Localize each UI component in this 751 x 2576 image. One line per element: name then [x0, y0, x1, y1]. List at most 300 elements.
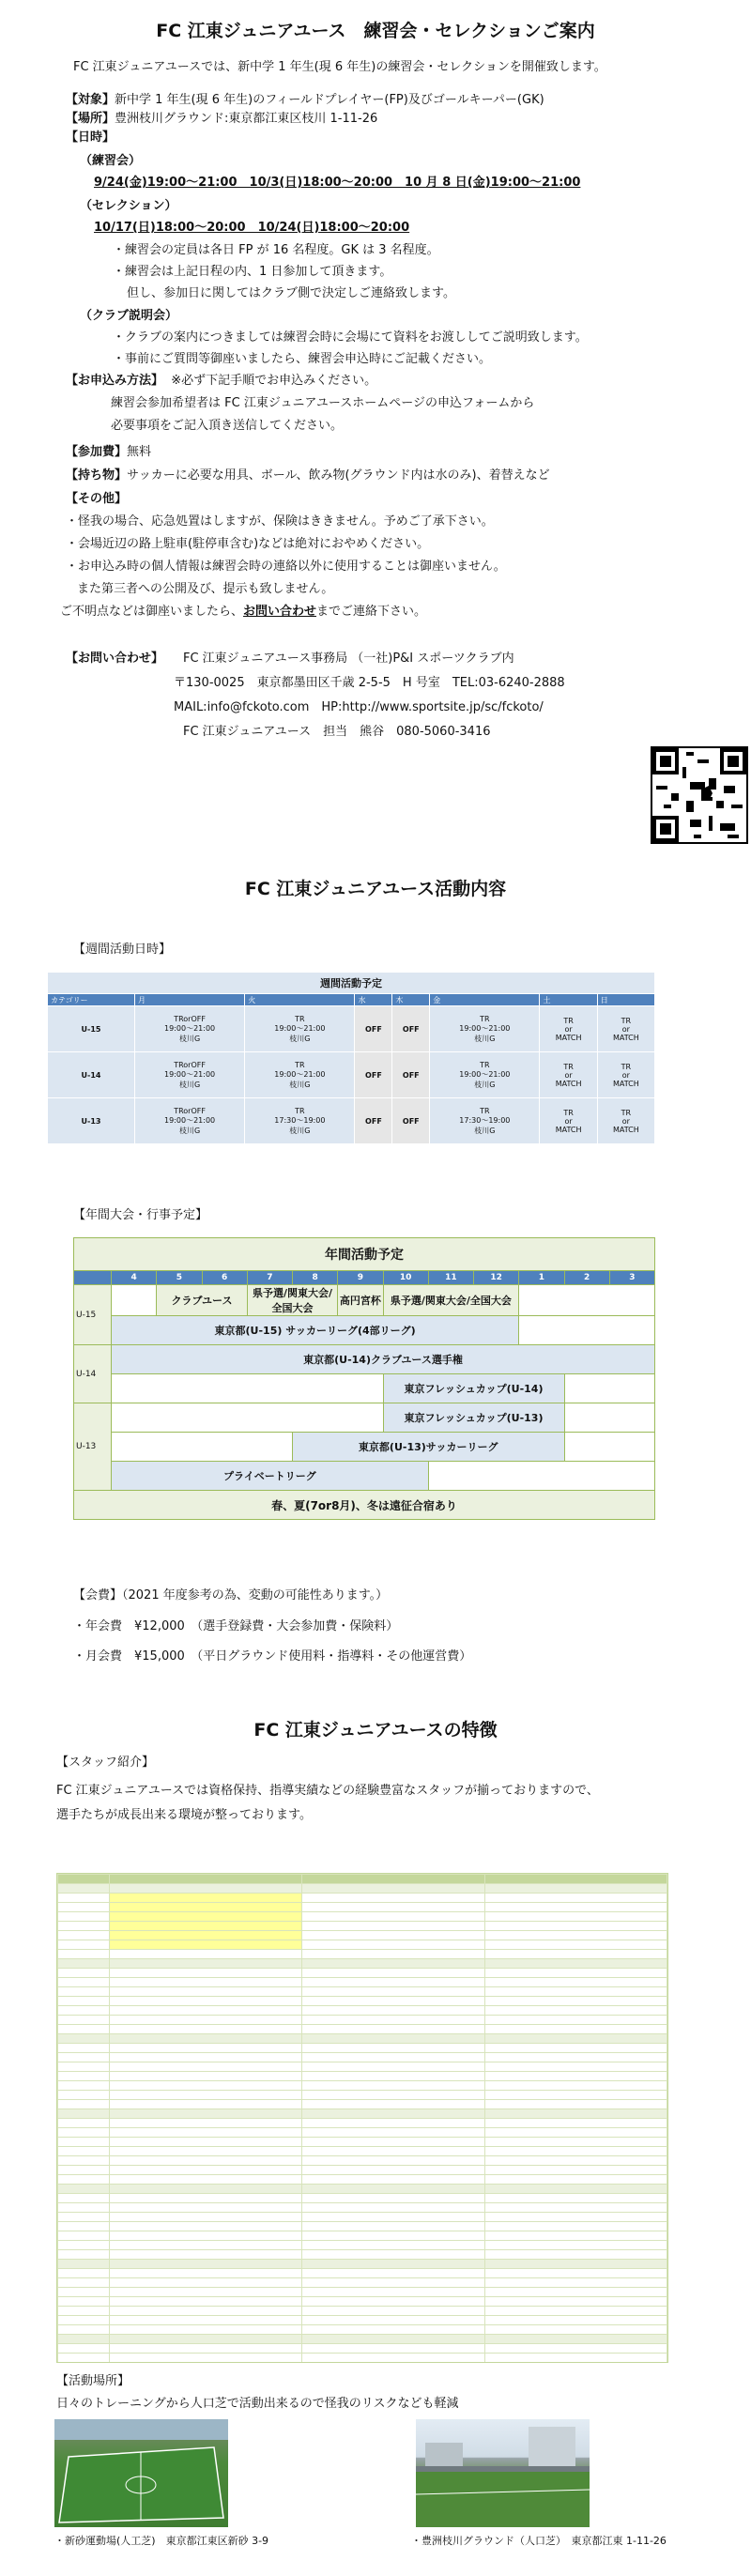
weekly-cell: TR or MATCH [597, 1098, 654, 1144]
annual-caption: 年間活動予定 [74, 1238, 655, 1271]
staff-cell [110, 2100, 302, 2109]
staff-cell [485, 1959, 667, 1969]
staff-cell [485, 2044, 667, 2053]
staff-cell [302, 2016, 485, 2025]
staff-row [58, 1912, 667, 1922]
staff-cell [110, 2231, 302, 2241]
contact-label: 【お問い合わせ】 [66, 652, 164, 666]
staff-cell [58, 2213, 110, 2222]
staff-cell [485, 1894, 667, 1903]
staff-cell [110, 2034, 302, 2044]
staff-cell [485, 2269, 667, 2278]
month-header: 12 [474, 1271, 519, 1285]
staff-cell [58, 2081, 110, 2091]
staff-cell [58, 2109, 110, 2119]
weekly-cell: OFF [355, 1006, 392, 1052]
weekly-cell: TR 17:30～19:00 枝川G [245, 1098, 355, 1144]
staff-cell [485, 2016, 667, 2025]
staff-cell [485, 2344, 667, 2354]
selection-label: （セレクション） [80, 199, 177, 213]
staff-cell [302, 2288, 485, 2297]
staff-cell [58, 2016, 110, 2025]
practice-dates: 9/24(金)19:00～21:00 10/3(日)18:00～20:00 10 月 8 日(金)19:00～21:00 [94, 176, 581, 190]
staff-cell [58, 1978, 110, 1987]
other-note-3: ・お申込み時の個人情報は練習会時の連絡以外に使用することは御座いません。 [66, 560, 506, 574]
staff-cell [58, 2344, 110, 2354]
staff-cell [110, 2269, 302, 2278]
staff-table-grid [57, 1874, 667, 2363]
staff-cell [302, 1940, 485, 1950]
staff-cell [58, 2006, 110, 2016]
staff-row [58, 2250, 667, 2260]
staff-row [58, 2044, 667, 2053]
staff-row [58, 1987, 667, 1997]
staff-cell [110, 2241, 302, 2250]
weekly-header: 日 [597, 994, 654, 1006]
staff-cell [485, 2119, 667, 2128]
staff-cell [302, 2344, 485, 2354]
soccer-field-image [54, 2419, 228, 2527]
staff-cell [110, 2062, 302, 2072]
staff-cell [110, 2297, 302, 2307]
staff-row [58, 2363, 667, 2364]
staff-cell [302, 1903, 485, 1912]
weekly-header: 金 [430, 994, 540, 1006]
staff-row [58, 1950, 667, 1959]
staff-row [58, 2166, 667, 2175]
staff-cell [302, 2250, 485, 2260]
staff-cell [485, 2241, 667, 2250]
weekly-cell: TR 17:30～19:00 枝川G [430, 1098, 540, 1144]
staff-cell [58, 2053, 110, 2062]
staff-cell [302, 2147, 485, 2156]
staff-row [58, 2025, 667, 2034]
staff-cell [302, 2072, 485, 2081]
apply-text-2: 必要事項をご記入頂き送信してください。 [111, 419, 344, 433]
club-note-1: ・クラブの案内につきましては練習会時に会場にて資料をお渡ししてご説明致します。 [113, 330, 588, 345]
staff-cell [110, 2222, 302, 2231]
staff-cell [302, 2231, 485, 2241]
staff-row [58, 1894, 667, 1903]
staff-cell [110, 2016, 302, 2025]
staff-cell [485, 2194, 667, 2203]
staff-cell [485, 2278, 667, 2288]
staff-cell [302, 2166, 485, 2175]
staff-cell [302, 2260, 485, 2269]
staff-cell [302, 1969, 485, 1978]
staff-cell [110, 2072, 302, 2081]
weekly-cell: TRorOFF 19:00～21:00 枝川G [134, 1098, 244, 1144]
staff-cell [485, 1969, 667, 1978]
staff-cell [302, 1950, 485, 1959]
staff-cell [485, 2025, 667, 2034]
staff-cell [58, 2260, 110, 2269]
staff-cell [485, 2147, 667, 2156]
staff-cell [58, 2194, 110, 2203]
staff-cell [110, 2344, 302, 2354]
event-private-league: プライベートリーグ [112, 1462, 429, 1491]
staff-cell [58, 1903, 110, 1912]
weekly-cell: TR 19:00～21:00 枝川G [430, 1006, 540, 1052]
weekly-header: 月 [134, 994, 244, 1006]
staff-row [58, 2203, 667, 2213]
event-u14-fresh: 東京フレッシュカップ(U-14) [383, 1374, 564, 1403]
staff-cell [302, 2185, 485, 2194]
staff-row [58, 2260, 667, 2269]
staff-cell [58, 1969, 110, 1978]
staff-cell [485, 2034, 667, 2044]
place-caption-1: ・新砂運動場(人工芝) 東京都江東区新砂 3-9 [54, 2535, 269, 2547]
staff-row [58, 2278, 667, 2288]
apply-note: ※必ず下記手順でお申込みください。 [171, 374, 377, 388]
month-header: 6 [202, 1271, 247, 1285]
staff-cell [485, 2185, 667, 2194]
staff-cell [110, 2175, 302, 2185]
weekly-cell: TR or MATCH [597, 1052, 654, 1098]
staff-cell [302, 2203, 485, 2213]
staff-cell [110, 1950, 302, 1959]
month-header: 5 [157, 1271, 202, 1285]
weekly-cell: TRorOFF 19:00～21:00 枝川G [134, 1052, 244, 1098]
staff-row [58, 2307, 667, 2316]
apply-row [66, 372, 713, 391]
staff-cell [110, 1884, 302, 1894]
target-row [66, 91, 713, 110]
weekly-cell: OFF [392, 1006, 430, 1052]
staff-cell [485, 2297, 667, 2307]
staff-cell [485, 2213, 667, 2222]
staff-cell [58, 1987, 110, 1997]
staff-row [58, 1922, 667, 1931]
staff-cell [110, 2250, 302, 2260]
staff-cell [302, 2128, 485, 2138]
staff-cell [485, 2109, 667, 2119]
date-label: 【日時】 [66, 130, 115, 145]
staff-row [58, 1884, 667, 1894]
staff-cell [485, 1903, 667, 1912]
weekly-header: 土 [540, 994, 597, 1006]
event-prelim-1: 県予選/関東大会/全国大会 [247, 1285, 338, 1316]
fee-section-label: 【会費】（2021 年度参考の為、変動の可能性あります。） [73, 1588, 389, 1602]
page-title: FC 江東ジュニアユース 練習会・セレクションご案内 [156, 21, 595, 41]
weekly-cell: OFF [392, 1052, 430, 1098]
staff-cell [485, 1884, 667, 1894]
staff-cell [110, 1940, 302, 1950]
staff-cell [485, 2325, 667, 2335]
staff-cell [58, 2072, 110, 2081]
staff-cell [58, 1884, 110, 1894]
shinsuna-ground-photo [54, 2419, 228, 2527]
staff-row [58, 2128, 667, 2138]
place-row [66, 110, 713, 129]
staff-cell [110, 2128, 302, 2138]
staff-cell [58, 2100, 110, 2109]
place-intro: 日々のトレーニングから人口芝で活動出来るので怪我のリスクなども軽減 [56, 2397, 459, 2411]
fee-row [66, 443, 713, 462]
staff-cell [302, 2034, 485, 2044]
contact-line-1: FC 江東ジュニアユース事務局 （一社)P&I スポーツクラブ内 [183, 652, 514, 666]
staff-cell [58, 2335, 110, 2344]
staff-cell [58, 2203, 110, 2213]
contact-line-3[interactable]: MAIL:info@fckoto.com HP:http://www.sportsite.jp/sc/fckoto/ [174, 700, 544, 714]
staff-row [58, 2213, 667, 2222]
month-header: 2 [564, 1271, 609, 1285]
staff-cell [302, 2091, 485, 2100]
staff-cell [485, 1922, 667, 1931]
staff-cell [58, 2062, 110, 2072]
intro-text: FC 江東ジュニアユースでは、新中学 1 年生(現 6 年生)の練習会・セレクションを開催致します。 [73, 60, 606, 74]
staff-row [58, 2344, 667, 2354]
staff-cell [58, 2185, 110, 2194]
staff-row [58, 2072, 667, 2081]
event-u13-league: 東京都(U-13)サッカーリーグ [293, 1433, 565, 1462]
staff-cell [58, 2297, 110, 2307]
staff-cell [58, 2034, 110, 2044]
staff-cell [485, 1875, 667, 1884]
event-prelim-2: 県予選/関東大会/全国大会 [383, 1285, 519, 1316]
staff-cell [485, 2006, 667, 2016]
staff-cell [302, 2241, 485, 2250]
staff-cell [110, 2006, 302, 2016]
staff-cell [110, 2194, 302, 2203]
weekly-category: U-14 [48, 1052, 135, 1098]
staff-row [58, 1903, 667, 1912]
staff-cell [58, 2241, 110, 2250]
weekly-row [48, 1052, 655, 1098]
staff-cell [302, 2316, 485, 2325]
staff-cell [58, 2316, 110, 2325]
staff-cell [58, 1894, 110, 1903]
category-u15: U-15 [74, 1285, 112, 1345]
weekly-cell: OFF [392, 1098, 430, 1144]
staff-cell [485, 2307, 667, 2316]
staff-cell [302, 2062, 485, 2072]
place-text: 豊洲枝川グラウンド:東京都江東区枝川 1-11-26 [115, 112, 378, 126]
month-header: 4 [112, 1271, 157, 1285]
staff-row [58, 1875, 667, 1884]
staff-cell [58, 2250, 110, 2260]
staff-cell [110, 2166, 302, 2175]
staff-cell [110, 1875, 302, 1884]
staff-row [58, 2241, 667, 2250]
other-label: 【その他】 [66, 492, 128, 506]
staff-cell [302, 1997, 485, 2006]
staff-cell [110, 1987, 302, 1997]
staff-row [58, 2053, 667, 2062]
event-u14-club: 東京都(U-14)クラブユース選手権 [112, 1345, 655, 1374]
staff-cell [485, 2363, 667, 2364]
staff-cell [110, 2185, 302, 2194]
contact-line-2: 〒130-0025 東京都墨田区千歳 2-5-5 H 号室 TEL:03-6240-2888 [174, 676, 565, 690]
staff-cell [110, 2278, 302, 2288]
staff-cell [110, 2316, 302, 2325]
staff-cell [302, 1875, 485, 1884]
staff-cell [110, 2081, 302, 2091]
place-caption-2: ・豊洲枝川グラウンド（人口芝） 東京都江東 1-11-26 [411, 2535, 667, 2547]
month-header: 11 [428, 1271, 473, 1285]
month-header: 7 [247, 1271, 292, 1285]
other-note-2: ・会場近辺の路上駐車(駐停車含む)などは絶対におやめください。 [66, 537, 430, 551]
staff-row [58, 2269, 667, 2278]
weekly-header: 火 [245, 994, 355, 1006]
bring-row [66, 467, 713, 485]
staff-cell [110, 2288, 302, 2297]
month-corner [74, 1271, 112, 1285]
staff-cell [58, 2354, 110, 2363]
staff-cell [302, 2053, 485, 2062]
staff-row [58, 2147, 667, 2156]
staff-cell [110, 2203, 302, 2213]
staff-row [58, 2288, 667, 2297]
staff-row [58, 1997, 667, 2006]
weekly-cell: TRorOFF 19:00～21:00 枝川G [134, 1006, 244, 1052]
staff-row [58, 2297, 667, 2307]
staff-cell [110, 1931, 302, 1940]
staff-cell [302, 1894, 485, 1903]
annual-footer: 春、夏(7or8月)、冬は遠征合宿あり [74, 1491, 655, 1520]
bring-label: 【持ち物】 [66, 468, 128, 483]
staff-cell [485, 2354, 667, 2363]
annual-table [73, 1237, 655, 1520]
staff-cell [110, 2325, 302, 2335]
staff-row [58, 2006, 667, 2016]
staff-cell [302, 1959, 485, 1969]
month-header: 9 [338, 1271, 383, 1285]
staff-cell [485, 2156, 667, 2166]
staff-cell [110, 2147, 302, 2156]
staff-cell [485, 2138, 667, 2147]
practice-label: （練習会） [80, 154, 142, 168]
staff-cell [485, 2072, 667, 2081]
staff-cell [302, 2335, 485, 2344]
staff-row [58, 2185, 667, 2194]
staff-cell [58, 2278, 110, 2288]
staff-cell [110, 1997, 302, 2006]
staff-cell [110, 2091, 302, 2100]
staff-cell [110, 2213, 302, 2222]
staff-cell [302, 2081, 485, 2091]
category-u13: U-13 [74, 1403, 112, 1491]
staff-cell [302, 2156, 485, 2166]
fee-month: ・月会費 ¥15,000 （平日グラウンド使用料・指導料・その他運営費） [73, 1649, 472, 1664]
staff-cell [485, 1997, 667, 2006]
club-note-2: ・事前にご質問等御座いましたら、練習会申込時にご記載ください。 [113, 352, 492, 366]
staff-cell [110, 1969, 302, 1978]
staff-cell [58, 2166, 110, 2175]
event-u15-league: 東京都(U-15) サッカーリーグ(4部リーグ) [112, 1316, 519, 1345]
staff-cell [485, 2062, 667, 2072]
staff-row [58, 2109, 667, 2119]
staff-cell [110, 1959, 302, 1969]
staff-row [58, 2034, 667, 2044]
staff-cell [58, 2128, 110, 2138]
weekly-caption: 週間活動予定 [48, 973, 655, 994]
staff-cell [485, 2316, 667, 2325]
staff-cell [302, 1884, 485, 1894]
staff-cell [58, 2044, 110, 2053]
staff-row [58, 2231, 667, 2241]
staff-cell [485, 2091, 667, 2100]
qr-code[interactable] [651, 746, 748, 844]
qr-code-icon [652, 748, 746, 842]
staff-cell [302, 2138, 485, 2147]
month-header: 1 [519, 1271, 564, 1285]
toyosu-edagawa-ground-photo [416, 2419, 590, 2527]
staff-cell [58, 1875, 110, 1884]
contact-line-4: FC 江東ジュニアユース 担当 熊谷 080-5060-3416 [183, 725, 491, 739]
staff-cell [485, 1987, 667, 1997]
staff-cell [485, 2128, 667, 2138]
staff-row [58, 1969, 667, 1978]
staff-row [58, 2354, 667, 2363]
staff-cell [485, 2081, 667, 2091]
staff-cell [110, 1978, 302, 1987]
weekly-header: 水 [355, 994, 392, 1006]
other-note-5 [60, 603, 713, 621]
staff-intro-1: FC 江東ジュニアユースでは資格保持、指導実績などの経験豊富なスタッフが揃っておりますので、 [56, 1784, 599, 1798]
staff-cell [302, 2109, 485, 2119]
month-header: 3 [609, 1271, 654, 1285]
staff-cell [58, 1922, 110, 1931]
staff-cell [110, 2138, 302, 2147]
staff-cell [302, 2119, 485, 2128]
contact-link[interactable]: お問い合わせ [243, 605, 317, 619]
staff-cell [110, 2260, 302, 2269]
staff-row [58, 2175, 667, 2185]
staff-intro-2: 選手たちが成長出来る環境が整っております。 [56, 1808, 312, 1822]
feature-title: FC 江東ジュニアユースの特徴 [253, 1720, 498, 1740]
staff-row [58, 2156, 667, 2166]
fee-label: 【参加費】 [66, 445, 128, 459]
staff-cell [302, 2354, 485, 2363]
staff-cell [302, 1978, 485, 1987]
staff-row [58, 2100, 667, 2109]
staff-cell [485, 1950, 667, 1959]
staff-cell [485, 2203, 667, 2213]
staff-cell [485, 2175, 667, 2185]
selection-dates: 10/17(日)18:00～20:00 10/24(日)18:00～20:00 [94, 221, 410, 235]
staff-cell [302, 2222, 485, 2231]
staff-cell [58, 2288, 110, 2297]
weekly-row [48, 1098, 655, 1144]
staff-row [58, 2316, 667, 2325]
staff-cell [485, 1978, 667, 1987]
weekly-category: U-13 [48, 1098, 135, 1144]
month-header: 8 [293, 1271, 338, 1285]
staff-cell [58, 2363, 110, 2364]
weekly-cell: OFF [355, 1098, 392, 1144]
staff-row [58, 2081, 667, 2091]
other-note-5a: ご不明点などは御座いましたら、 [60, 605, 244, 619]
target-text: 新中学 1 年生(現 6 年生)のフィールドプレイヤー(FP)及びゴールキーパー(GK) [115, 93, 544, 107]
weekly-row [48, 1006, 655, 1052]
weekly-cell: TR or MATCH [540, 1098, 597, 1144]
weekly-cell: OFF [355, 1052, 392, 1098]
staff-row [58, 2091, 667, 2100]
staff-cell [58, 1940, 110, 1950]
staff-cell [485, 1912, 667, 1922]
staff-row [58, 2222, 667, 2231]
staff-cell [302, 2213, 485, 2222]
staff-cell [302, 2044, 485, 2053]
staff-cell [485, 1940, 667, 1950]
staff-cell [58, 2269, 110, 2278]
weekly-category: U-15 [48, 1006, 135, 1052]
staff-cell [110, 2025, 302, 2034]
weekly-header: カテゴリー [48, 994, 135, 1006]
staff-cell [485, 2166, 667, 2175]
staff-cell [485, 2288, 667, 2297]
